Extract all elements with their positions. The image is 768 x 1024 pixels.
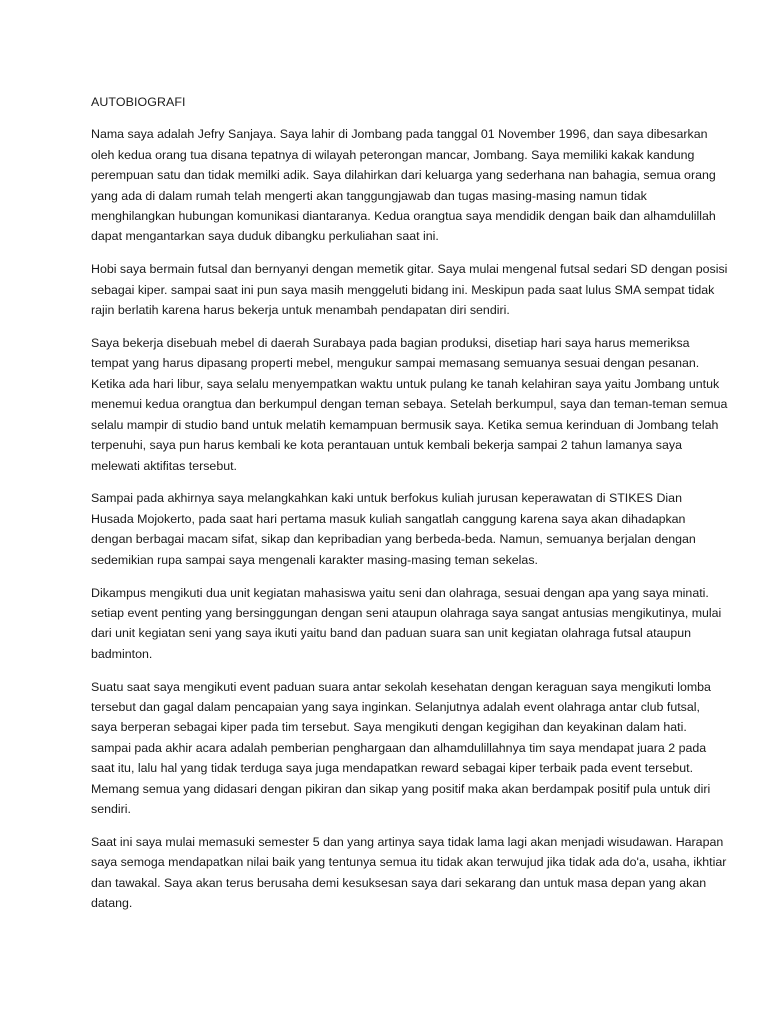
- document-title: AUTOBIOGRAFI: [91, 95, 186, 109]
- paragraph-identity: Nama saya adalah Jefry Sanjaya. Saya lahir di Jombang pada tanggal 01 November 1996, dan saya dibesarkan oleh kedua orang tua disana tepatnya di wilayah peterongan mancar, Jombang. Saya memiliki kakak kandung perempuan satu dan tidak memilki adik. Saya dilahirkan dari keluarga yang sederhana nan bahagia, semua orang yang ada di dalam rumah telah mengerti akan tanggungjawab dan tugas masing-masing namun tidak menghilangkan hubungan komunikasi diantaranya. Kedua orangtua saya mendidik dengan baik dan alhamdulillah dapat mengantarkan saya duduk dibangku perkuliahan saat ini.: [91, 127, 716, 244]
- paragraph-campus-activities: Dikampus mengikuti dua unit kegiatan mahasiswa yaitu seni dan olahraga, sesuai dengan apa yang saya minati. setiap event penting yang bersinggungan dengan seni ataupun olahraga saya sangat antusias mengikutinya, mulai dari unit kegiatan seni yang saya ikuti yaitu band dan paduan suara san unit kegiatan olahraga futsal ataupun badminton.: [91, 585, 722, 661]
- paragraph-hobby: Hobi saya bermain futsal dan bernyanyi dengan memetik gitar. Saya mulai mengenal futsal sedari SD dengan posisi sebagai kiper. sampai saat ini pun saya masih menggeluti bidang ini. Meskipun pada saat lulus SMA sempat tidak rajin berlatih karena harus bekerja untuk menambah pendapatan diri sendiri.: [91, 262, 728, 318]
- paragraph-events: Suatu saat saya mengikuti event paduan suara antar sekolah kesehatan dengan keraguan saya mengikuti lomba tersebut dan gagal dalam pencapaian yang saya inginkan. Selanjutnya adalah event olahraga antar club futsal, saya berperan sebagai kiper pada tim tersebut. Saya mengikuti dengan kegigihan dan keyakinan dalam hati. sampai pada akhir acara adalah pemberian penghargaan dan alhamdulillahnya tim saya mendapat juara 2 pada saat itu, lalu hal yang tidak terduga saya juga mendapatkan reward sebagai kiper terbaik pada event tersebut. Memang semua yang didasari dengan pikiran dan sikap yang positif maka akan berdampak positif pula untuk diri sendiri.: [91, 679, 711, 817]
- paragraph-work: Saya bekerja disebuah mebel di daerah Surabaya pada bagian produksi, disetiap hari saya harus memeriksa tempat yang harus dipasang properti mebel, mengukur sampai memasang semuanya sesuai dengan pesanan. Ketika ada hari libur, saya selalu menyempatkan waktu untuk pulang ke tanah kelahiran saya yaitu Jombang untuk menemui kedua orangtua dan berkumpul dengan teman sebaya. Setelah berkumpul, saya dan teman-teman semua selalu mampir di studio band untuk melatih kemampuan bermusik saya. Ketika semua kerinduan di Jombang telah terpenuhi, saya pun harus kembali ke kota perantauan untuk kembali bekerja sampai 2 tahun lamanya saya melewati aktifitas tersebut.: [91, 336, 728, 473]
- paragraph-future: Saat ini saya mulai memasuki semester 5 dan yang artinya saya tidak lama lagi akan menjadi wisudawan. Harapan saya semoga mendapatkan nilai baik yang tentunya semua itu tidak akan terwujud jika tidak ada do'a, usaha, ikhtiar dan tawakal. Saya akan terus berusaha demi kesuksesan saya dari sekarang dan untuk masa depan yang akan datang.: [91, 835, 727, 911]
- paragraph-college: Sampai pada akhirnya saya melangkahkan kaki untuk berfokus kuliah jurusan keperawatan di STIKES Dian Husada Mojokerto, pada saat hari pertama masuk kuliah sangatlah canggung karena saya akan dihadapkan dengan berbagai macam sifat, sikap dan kepribadian yang berbeda-beda. Namun, semuanya berjalan dengan sedemikian rupa sampai saya mengenali karakter masing-masing teman sekelas.: [91, 491, 696, 567]
